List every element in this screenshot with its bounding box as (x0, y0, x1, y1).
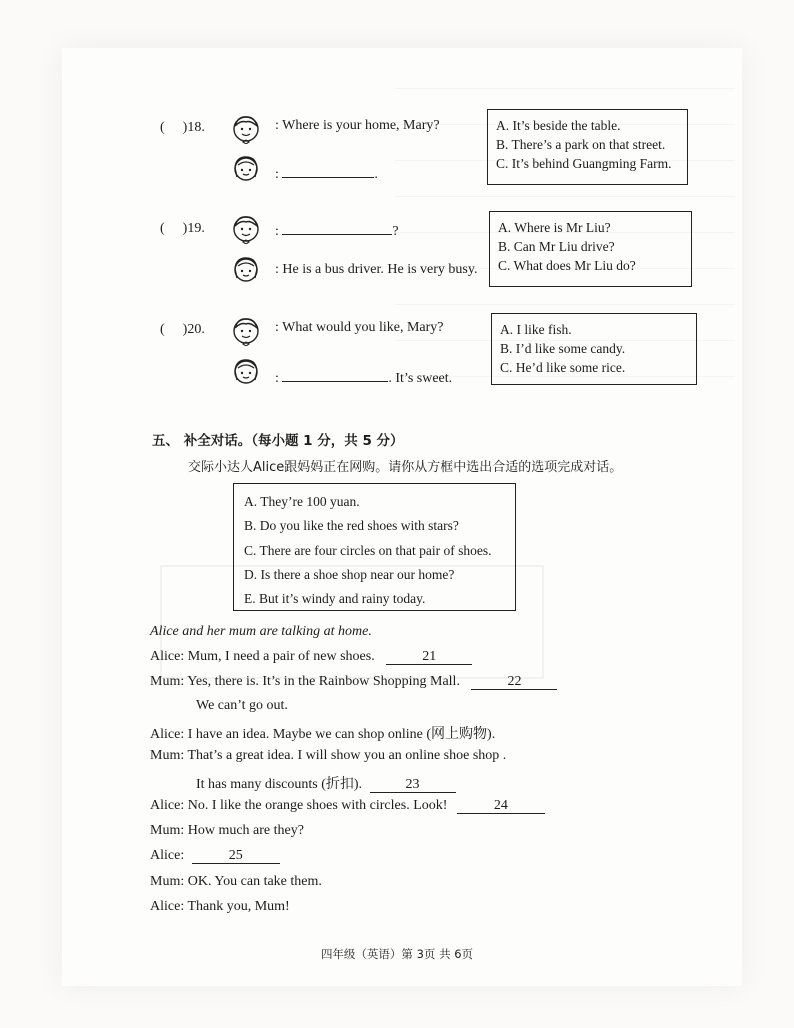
options-box (487, 109, 688, 185)
boy-face-icon (230, 112, 262, 144)
boy-face-icon (230, 212, 262, 244)
scene-description: Alice and her mum are talking at home. (150, 624, 372, 639)
girl-face-icon (230, 356, 262, 388)
answer-paren[interactable]: ( (160, 322, 165, 337)
colon: : (275, 224, 279, 239)
answer-blank[interactable] (282, 163, 374, 178)
option-b: B. Can Mr Liu drive? (498, 239, 615, 254)
blank-22[interactable]: 22 (471, 674, 557, 690)
girl-face-icon (230, 153, 262, 185)
colon: : (275, 167, 279, 182)
question-number: )20. (182, 322, 205, 337)
dialogue-line: We can’t go out. (196, 698, 288, 713)
choice-a: A. They’re 100 yuan. (244, 494, 360, 509)
dialogue-line: Alice: No. I like the orange shoes with circles. Look! (150, 798, 448, 813)
dialogue-line: : What would you like, Mary? (275, 320, 444, 335)
answer-paren[interactable]: ( (160, 221, 165, 236)
option-c: C. What does Mr Liu do? (498, 258, 636, 273)
section-title: 五、 补全对话。（每小题 1 分，共 5 分） (152, 433, 404, 449)
option-a: A. I like fish. (500, 322, 572, 337)
answer-blank[interactable] (282, 220, 392, 235)
dialogue-line: : Where is your home, Mary? (275, 118, 440, 133)
line-end: ? (392, 224, 399, 239)
answer-paren[interactable]: ( (160, 120, 165, 135)
answer-blank[interactable] (282, 367, 388, 382)
blank-21[interactable]: 21 (386, 649, 472, 665)
option-b: B. There’s a park on that street. (496, 137, 666, 152)
option-b: B. I’d like some candy. (500, 341, 626, 356)
dialogue-line: Mum: How much are they? (150, 823, 304, 838)
question-number: )18. (182, 120, 205, 135)
dialogue-line: : He is a bus driver. He is very busy. (275, 262, 478, 277)
choice-b: B. Do you like the red shoes with stars? (244, 518, 459, 534)
choice-d: D. Is there a shoe shop near our home? (244, 566, 455, 582)
choice-e: E. But it’s windy and rainy today. (244, 591, 426, 607)
choices-box (233, 483, 516, 611)
blank-23[interactable]: 23 (370, 777, 456, 793)
girl-face-icon (230, 254, 262, 286)
boy-face-icon (230, 314, 262, 346)
dialogue-line: Mum: OK. You can take them. (150, 874, 322, 889)
options-box (489, 211, 692, 287)
blank-24[interactable]: 24 (457, 798, 545, 814)
choice-c: C. There are four circles on that pair of shoes. (244, 542, 492, 558)
blank-25[interactable]: 25 (192, 848, 280, 864)
option-c: C. It’s behind Guangming Farm. (496, 156, 672, 171)
options-box (491, 313, 697, 385)
dialogue-line: Mum: Yes, there is. It’s in the Rainbow Shopping Mall. (150, 674, 460, 689)
question-number: )19. (182, 221, 205, 236)
option-c: C. He’d like some rice. (500, 360, 626, 375)
option-a: A. It’s beside the table. (496, 118, 621, 133)
dialogue-line: Alice: (150, 848, 185, 863)
colon: : (275, 371, 279, 386)
line-end: . It’s sweet. (388, 371, 453, 386)
line-end: . (374, 167, 378, 182)
dialogue-line: Alice: Mum, I need a pair of new shoes. (150, 649, 375, 664)
section-intro: 交际小达人Alice跟妈妈正在网购。请你从方框中选出合适的选项完成对话。 (188, 460, 623, 475)
dialogue-line: Alice: I have an idea. Maybe we can shop online (网上购物). (150, 727, 496, 742)
option-a: A. Where is Mr Liu? (498, 220, 611, 235)
page-footer: 四年级（英语）第 3页 共 6页 (320, 947, 474, 961)
dialogue-line: Mum: That’s a great idea. I will show you an online shoe shop . (150, 748, 507, 763)
dialogue-line: It has many discounts (折扣). (196, 777, 363, 792)
dialogue-line: Alice: Thank you, Mum! (150, 899, 290, 914)
